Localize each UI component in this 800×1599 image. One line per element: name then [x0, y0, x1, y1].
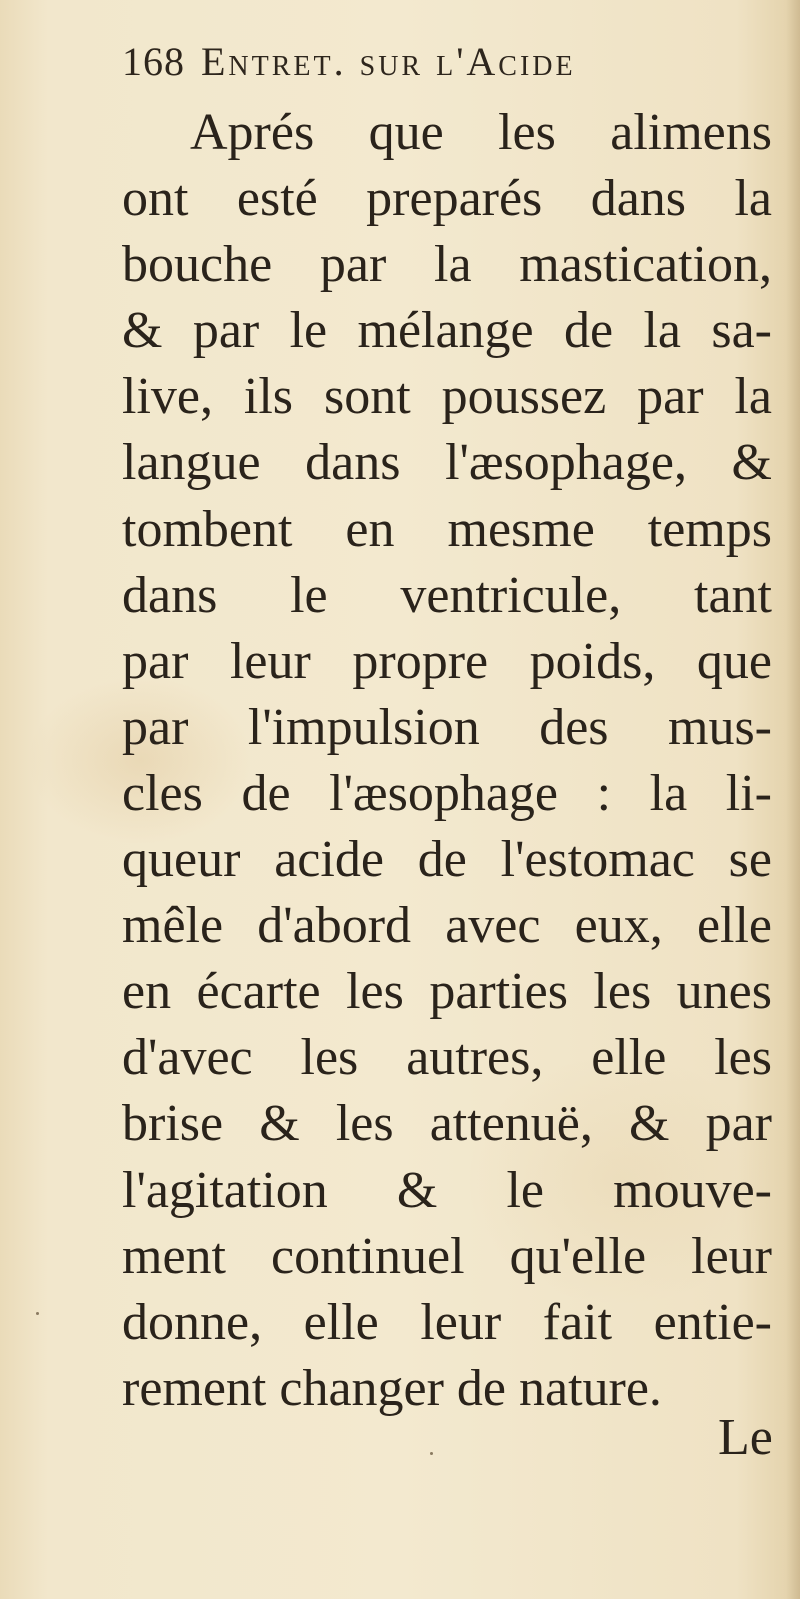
text-line: brise & les attenuë, & par [122, 1095, 772, 1153]
text-line: rement changer de nature. [122, 1359, 662, 1417]
running-header [122, 38, 762, 98]
text-line: en écarte les parties les unes [122, 963, 772, 1021]
body-text [122, 100, 772, 1422]
catchword: Le [718, 1409, 773, 1466]
text-line: Aprés que les alimens [190, 104, 772, 161]
text-line: tombent en mesme temps [122, 500, 772, 558]
text-line: dans le ventricule, tant [122, 566, 772, 624]
text-line: langue dans l'æsophage, & [122, 434, 772, 492]
text-line: mêle d'abord avec eux, elle [122, 897, 772, 955]
text-line: live, ils sont poussez par la [122, 368, 772, 426]
text-line: queur acide de l'estomac se [122, 831, 772, 889]
page-number: 168 [122, 39, 185, 84]
text-line: & par le mélange de la sa- [122, 302, 772, 360]
running-title: Entret. sur l'Acide [201, 39, 576, 84]
text-line: par leur propre poids, que [122, 632, 772, 690]
text-line: ont esté preparés dans la [122, 170, 772, 228]
paper-speck [36, 1312, 39, 1315]
text-line: donne, elle leur fait entie- [122, 1293, 772, 1351]
paper-speck [430, 1452, 433, 1455]
text-line: d'avec les autres, elle les [122, 1029, 772, 1087]
page-edge-shadow [786, 0, 800, 1599]
text-line: par l'impulsion des mus- [122, 698, 772, 756]
text-line: l'agitation & le mouve- [122, 1161, 772, 1219]
text-line: ment continuel qu'elle leur [122, 1227, 772, 1285]
text-line: bouche par la mastication, [122, 236, 772, 294]
text-line: cles de l'æsophage : la li- [122, 764, 772, 822]
